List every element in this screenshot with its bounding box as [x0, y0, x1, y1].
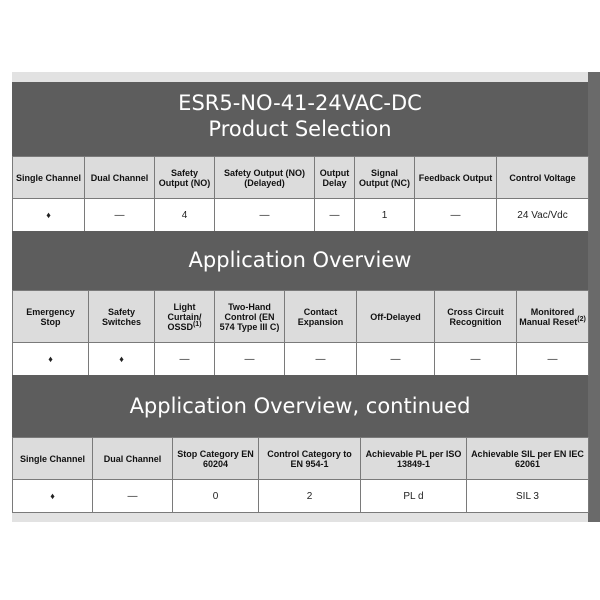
table-cell: ♦ [13, 199, 85, 232]
header-cell: Achievable PL per ISO 13849-1 [361, 438, 467, 480]
header-cell: Stop Category EN 60204 [173, 438, 259, 480]
application-overview-continued-table [12, 437, 589, 513]
overview-value-row [13, 343, 589, 376]
table-cell: 0 [173, 480, 259, 513]
header-cell: Control Voltage [497, 157, 589, 199]
product-selection-title: Product Selection [208, 117, 392, 141]
continued-value-row [13, 480, 589, 513]
table-cell: — [285, 343, 357, 376]
table-cell: — [93, 480, 173, 513]
header-cell: Off-Delayed [357, 291, 435, 343]
header-cell: Single Channel [13, 438, 93, 480]
table-cell: — [85, 199, 155, 232]
table-cell: SIL 3 [467, 480, 589, 513]
header-cell: Signal Output (NC) [355, 157, 415, 199]
header-cell-manual-reset: Monitored Manual Reset$^{(2)}$ [517, 291, 589, 343]
table-cell: ♦ [13, 480, 93, 513]
application-overview-continued-title: Application Overview, continued [129, 394, 471, 418]
footnote-2: (2) [577, 315, 586, 323]
header-cell: Two-Hand Control (EN 574 Type III C) [215, 291, 285, 343]
application-overview-band [12, 231, 588, 290]
product-model-title: ESR5-NO-41-24VAC-DC [178, 91, 422, 115]
table-cell: 24 Vac/Vdc [497, 199, 589, 232]
selection-value-row [13, 199, 589, 232]
header-cell: Dual Channel [93, 438, 173, 480]
header-cell: Safety Switches [89, 291, 155, 343]
footnote-1: (1) [192, 320, 202, 328]
table-cell: ♦ [13, 343, 89, 376]
table-cell: — [215, 199, 315, 232]
header-cell: Contact Expansion [285, 291, 357, 343]
table-cell: — [415, 199, 497, 232]
product-panel [12, 72, 600, 522]
table-cell: 2 [259, 480, 361, 513]
selection-header-row [13, 157, 589, 199]
table-cell: — [357, 343, 435, 376]
table-cell: — [435, 343, 517, 376]
table-cell: PL d [361, 480, 467, 513]
header-cell: Emergency Stop [13, 291, 89, 343]
table-cell: 4 [155, 199, 215, 232]
header-cell: Cross Circuit Recognition [435, 291, 517, 343]
header-cell: Output Delay [315, 157, 355, 199]
header-cell: Feedback Output [415, 157, 497, 199]
table-cell: — [517, 343, 589, 376]
overview-header-row [13, 291, 589, 343]
application-overview-table [12, 290, 589, 376]
header-cell-light-curtain: Light Curtain/ OSSD$^{(1)}$ [155, 291, 215, 343]
table-cell: — [215, 343, 285, 376]
product-title-band [12, 82, 588, 156]
header-cell: Control Category to EN 954-1 [259, 438, 361, 480]
product-selection-table [12, 156, 589, 232]
header-cell: Dual Channel [85, 157, 155, 199]
header-cell: Achievable SIL per EN IEC 62061 [467, 438, 589, 480]
application-overview-title: Application Overview [188, 248, 412, 272]
application-overview-continued-band [12, 375, 588, 437]
table-cell: 1 [355, 199, 415, 232]
table-cell: ♦ [89, 343, 155, 376]
table-cell: — [155, 343, 215, 376]
table-cell: — [315, 199, 355, 232]
header-cell: Single Channel [13, 157, 85, 199]
header-cell: Safety Output (NO) (Delayed) [215, 157, 315, 199]
header-cell: Safety Output (NO) [155, 157, 215, 199]
continued-header-row [13, 438, 589, 480]
